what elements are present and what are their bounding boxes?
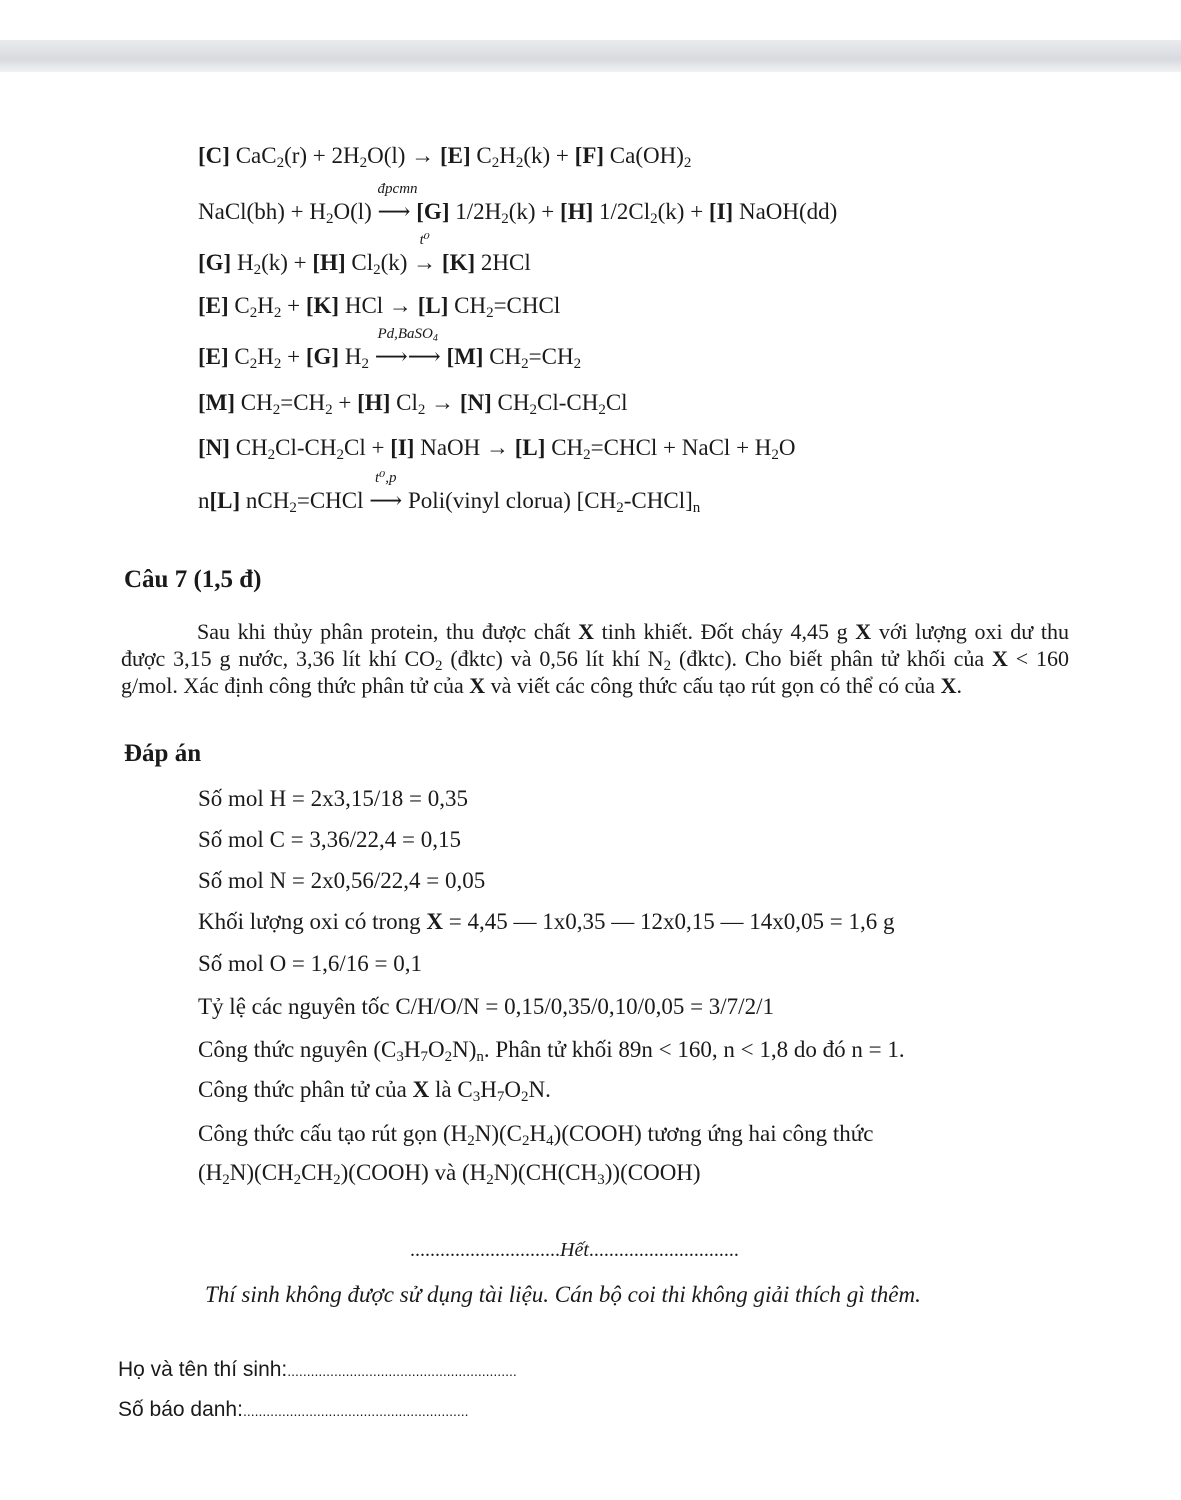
answer-line-10: $(H_2N)(CH_2CH_2)(COOH)$ và $(H_2N)(CH(CH_3))(COOH)$ [198, 1160, 701, 1188]
end-marker: ..............................Hết.............................. [410, 1239, 739, 1261]
reaction-condition: t⁰,p [375, 470, 397, 486]
reaction-condition: t⁰ [419, 232, 430, 248]
answer-line-9: Công thức cấu tạo rút gọn $(H_2N)(C_2H_4)(COOH)$ tương ứng hai công thức [198, 1121, 874, 1149]
reaction-5: [E] $C_2H_2 + [G]$ $H_2$ Pd,BaSO$_4$ ⟶⟶ [M] $CH_2=CH_2$ [198, 326, 582, 372]
answer-title: Đáp án [124, 740, 202, 767]
answer-line-6: Tỷ lệ các nguyên tốc C/H/O/N = 0,15/0,35/0,10/0,05 = 3/7/2/1 [198, 994, 774, 1019]
question-title: Câu 7 (1,5 đ) [124, 566, 262, 593]
answer-line-2: Số mol C = 3,36/22,4 = 0,15 [198, 827, 461, 852]
reaction-4: [E] $C_2H_2 + [K]$ HCl → [L] $CH_2=CHCl$ [198, 293, 561, 321]
reaction-arrow: t⁰ → [413, 232, 437, 275]
answer-line-5: Số mol O = 1,6/16 = 0,1 [198, 951, 423, 976]
exam-note: Thí sinh không được sử dụng tài liệu. Cán bộ coi thi không giải thích gì thêm. [205, 1282, 921, 1307]
candidate-number-field[interactable]: Số báo danh:.......................................................... [118, 1398, 469, 1421]
reaction-condition: đpcmn [377, 181, 418, 197]
answer-line-1: Số mol H = 2x3,15/18 = 0,35 [198, 786, 469, 811]
page-top-edge [0, 40, 1181, 72]
candidate-name-field[interactable]: Họ và tên thí sinh:........................................................... [118, 1358, 517, 1381]
reaction-arrow: Pd,BaSO$_4$ ⟶⟶ [374, 326, 441, 369]
reaction-condition: Pd,BaSO$_4$ [377, 326, 438, 344]
reaction-1: [C] $CaC_2(r) + 2H_2O(l) \to [E] C_2H_2(k) + [F]$ $Ca(OH)_2$ [198, 143, 692, 171]
answer-line-8: Công thức phân tử của X là $C_3H_7O_2N$. [198, 1077, 551, 1105]
reaction-8: n[L] nCH$_2$=CHCl t⁰,p ⟶ Poli(vinyl clorua) $[CH_2-CHCl]_n$ [198, 470, 701, 516]
reaction-arrow: t⁰,p ⟶ [369, 470, 403, 513]
answer-line-4: Khối lượng oxi có trong X = 4,45 — 1x0,35 — 12x0,15 — 14x0,05 = 1,6 g [198, 909, 895, 934]
answer-line-7: Công thức nguyên $(C_3H_7O_2N)_n$. Phân tử khối 89n < 160, n < 1,8 do đó n = 1. [198, 1037, 905, 1065]
reaction-7: [N] $CH_2Cl-CH_2Cl + [I]$ NaOH → [L] $CH_2=CHCl$ + NaCl + $H_2O$ [198, 435, 796, 463]
answer-line-3: Số mol N = 2x0,56/22,4 = 0,05 [198, 868, 486, 893]
reaction-3: [G] $H_2(k) + [H]$ $Cl_2(k)$ t⁰ → [K] 2HCl [198, 232, 531, 278]
reaction-2: NaCl(bh) + $H_2O(l)$ đpcmn ⟶ [G] $1/2H_2(k) + [H] 1/2Cl_2(k) + [I]$ NaOH(dd) [198, 181, 838, 227]
question-text: Sau khi thủy phân protein, thu được chất X tinh khiết. Đốt cháy 4,45 g X với lượng oxi dư thu được 3,15 g nước, 3,36 lít khí $CO_2$ (đktc) và 0,56 lít khí $N_2$ (đktc). Cho biết phân tử khối của X < 160 g/mol. Xác định công thức phân tử của X và viết các công thức cấu tạo rút gọn có thể có của X. [121, 619, 1069, 698]
reaction-6: [M] $CH_2=CH_2 + [H] Cl_2 \to [N]$ $CH_2Cl-CH_2Cl$ [198, 390, 628, 418]
reaction-arrow: đpcmn ⟶ [377, 181, 418, 224]
